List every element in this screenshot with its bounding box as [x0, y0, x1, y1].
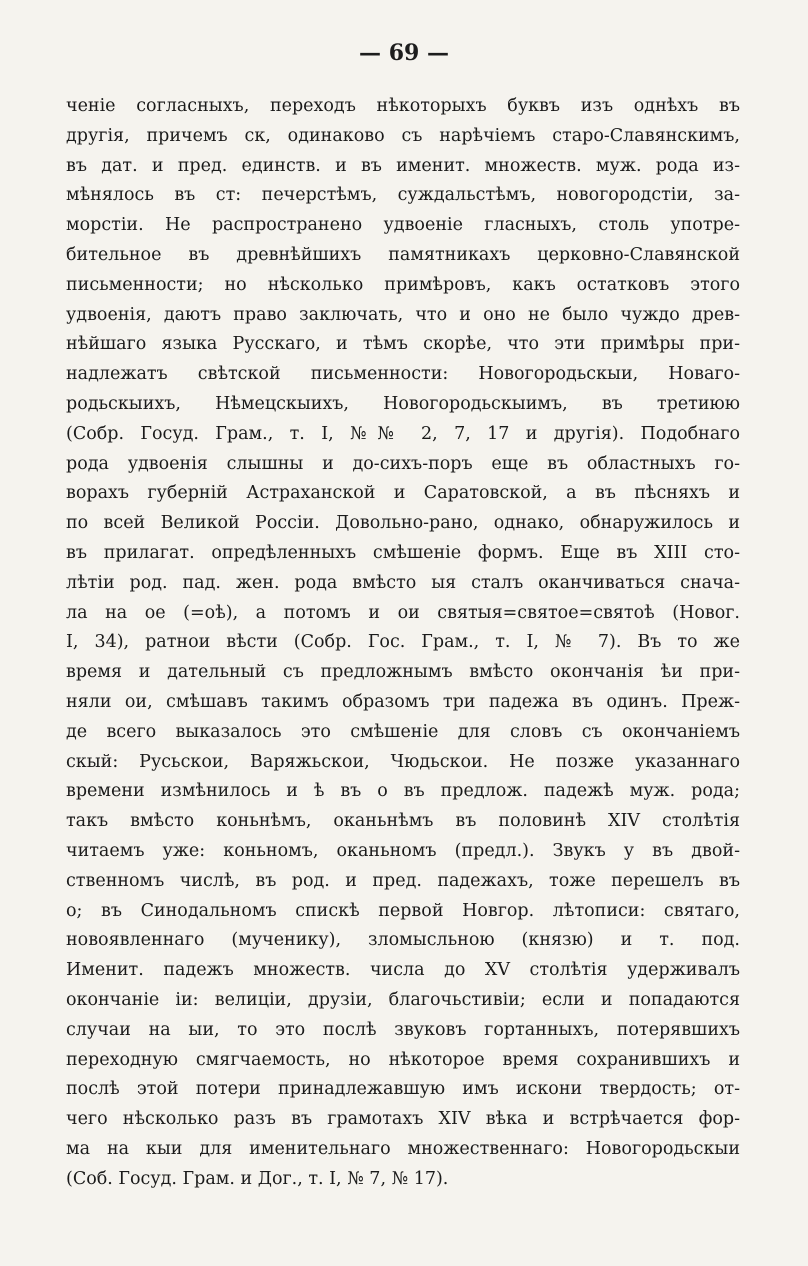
text-line: скый: Русьскои, Варяжьскои, Чюдьскои. Не позже указаннаго: [66, 751, 740, 772]
text-line: бительное въ древнѣйшихъ памятникахъ церковно-Славянской: [66, 244, 740, 265]
text-line: письменности; но нѣсколько примѣровъ, какъ остатковъ этого: [66, 274, 740, 295]
text-line: (Соб. Госуд. Грам. и Дог., т. I, № 7, № 17).: [66, 1168, 449, 1189]
text-line: удвоенія, даютъ право заключать, что и оно не было чуждо древ-: [66, 304, 740, 325]
text-line: (Собр. Госуд. Грам., т. I, №№ 2, 7, 17 и другія). Подобнаго: [66, 423, 740, 444]
text-line: въ дат. и пред. единств. и въ именит. множеств. муж. рода из-: [66, 155, 740, 176]
body-text: [66, 92, 740, 1194]
text-line: случаи на ыи, то это послѣ звуковъ гортанныхъ, потерявшихъ: [66, 1019, 740, 1040]
text-line: окончаніе іи: велицiи, друзіи, благочьстивіи; если и попадаются: [66, 989, 740, 1010]
text-line: ма на кыи для именительнаго множественнаго: Новогородьскыи: [66, 1138, 740, 1159]
text-line: надлежатъ свѣтской письменности: Новогородьскыи, Новаго-: [66, 364, 740, 385]
text-line: морстіи. Не распространено удвоеніе гласныхъ, столь употре-: [66, 215, 740, 236]
text-line: Именит. падежъ множеств. числа до XV столѣтія удерживалъ: [66, 960, 740, 981]
text-line: чего нѣсколько разъ въ грамотахъ XIV вѣка и встрѣчается фор-: [66, 1109, 740, 1130]
text-line: времени измѣнилось и ѣ въ о въ предлож. падежѣ муж. рода;: [66, 781, 740, 802]
text-line: ченіе согласныхъ, переходъ нѣкоторыхъ буквъ изъ однѣхъ въ: [66, 96, 740, 116]
text-line: рода удвоенія слышны и до-сихъ-поръ еще въ областныхъ го-: [66, 453, 740, 474]
text-line: родьскыихъ, Нѣмецскыихъ, Новогородьскыимъ, въ третиюю: [66, 393, 740, 414]
text-line: другія, причемъ ск, одинаково съ нарѣчіемъ старо-Славянскимъ,: [66, 125, 740, 146]
text-line: нѣйшаго языка Русскаго, и тѣмъ скорѣе, что эти примѣры при-: [66, 334, 740, 355]
page-number: — 69 —: [359, 40, 449, 66]
text-line: ственномъ числѣ, въ род. и пред. падежахъ, тоже перешелъ въ: [66, 870, 740, 891]
text-line: послѣ этой потери принадлежавшую имъ искони твердость; от-: [66, 1079, 740, 1100]
text-line: въ прилагат. опредѣленныхъ смѣшеніе формъ. Еще въ XIII сто-: [66, 542, 740, 563]
text-line: I, 34), ратнои вѣсти (Собр. Гос. Грам., т. I, № 7). Въ то же: [66, 632, 740, 653]
text-line: о; въ Синодальномъ спискѣ первой Новгор. лѣтописи: святаго,: [66, 900, 740, 921]
text-line: де всего выказалось это смѣшеніе для словъ съ окончаніемъ: [66, 721, 740, 742]
text-line: по всей Великой Россіи. Довольно-рано, однако, обнаружилось и: [66, 513, 740, 534]
text-line: читаемъ уже: коньномъ, оканьномъ (предл.). Звукъ у въ двой-: [66, 840, 740, 861]
text-line: переходную смягчаемость, но нѣкоторое время сохранившихъ и: [66, 1049, 740, 1070]
text-line: лѣтіи род. пад. жен. рода вмѣсто ыя сталъ оканчиваться снача-: [66, 572, 740, 593]
text-line: такъ вмѣсто коньнѣмъ, оканьнѣмъ въ половинѣ XIV столѣтія: [66, 811, 740, 832]
text-line: ла на ое (=оѣ), а потомъ и ои святыя=святое=святоѣ (Новог.: [66, 602, 740, 623]
text-line: время и дательный съ предложнымъ вмѣсто окончанія ѣи при-: [66, 662, 740, 683]
text-line: новоявленнаго (мученику), зломысльною (князю) и т. под.: [66, 930, 740, 951]
text-line: няли ои, смѣшавъ такимъ образомъ три падежа въ одинъ. Преж-: [66, 691, 740, 712]
text-line: мѣнялось въ ст: печерстѣмъ, суждальстѣмъ, новогородстіи, за-: [66, 185, 740, 206]
text-line: ворахъ губерній Астраханской и Саратовской, а въ пѣсняхъ и: [66, 483, 740, 504]
